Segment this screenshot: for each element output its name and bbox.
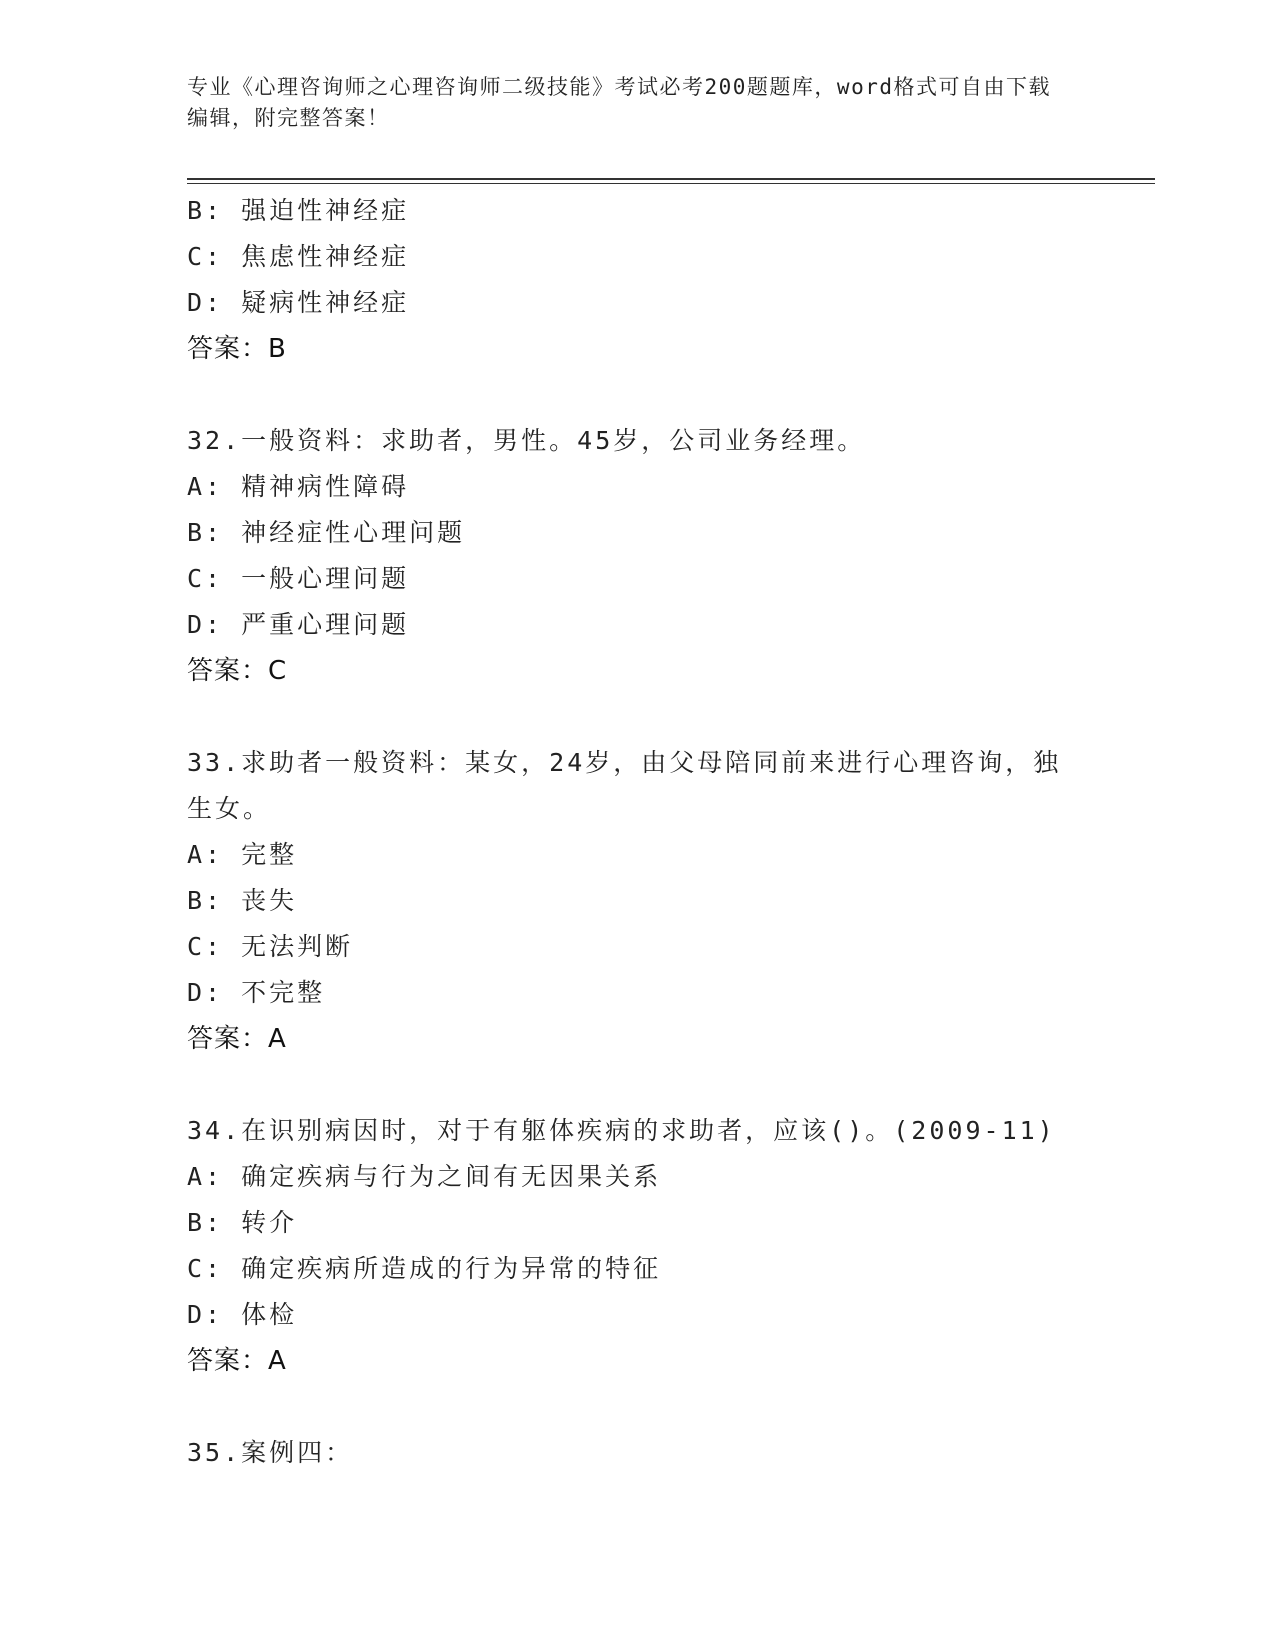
question-34	[187, 1108, 1087, 1384]
question-33	[187, 740, 1087, 1062]
option-d: D: 不完整	[187, 978, 326, 1007]
question-32	[187, 418, 1087, 694]
question-35	[187, 1430, 1087, 1476]
answer-label: 答案：A	[187, 1024, 287, 1054]
question-31-continued	[187, 188, 1087, 372]
option-d: D: 体检	[187, 1300, 298, 1329]
option-d: D: 疑病性神经症	[187, 288, 410, 317]
header-divider-thick	[187, 178, 1155, 180]
question-stem: 32.一般资料：求助者，男性。45岁，公司业务经理。	[187, 426, 866, 455]
answer-label: 答案：A	[187, 1346, 287, 1376]
option-c: C: 确定疾病所造成的行为异常的特征	[187, 1254, 662, 1283]
option-d: D: 严重心理问题	[187, 610, 410, 639]
answer-label: 答案：C	[187, 656, 288, 686]
document-header: 专业《心理咨询师之心理咨询师二级技能》考试必考200题题库，word格式可自由下载编辑，附完整答案！	[187, 75, 1051, 130]
option-c: C: 无法判断	[187, 932, 354, 961]
question-stem: 33.求助者一般资料：某女，24岁，由父母陪同前来进行心理咨询，独生女。	[187, 748, 1062, 823]
option-a: A: 确定疾病与行为之间有无因果关系	[187, 1162, 662, 1191]
option-b: B: 转介	[187, 1208, 298, 1237]
option-b: B: 强迫性神经症	[187, 196, 410, 225]
header-divider-thin	[187, 183, 1155, 184]
question-stem: 34.在识别病因时，对于有躯体疾病的求助者，应该()。(2009-11)	[187, 1116, 1056, 1145]
option-b: B: 丧失	[187, 886, 298, 915]
question-stem: 35.案例四：	[187, 1438, 354, 1467]
option-a: A: 完整	[187, 840, 298, 869]
option-c: C: 一般心理问题	[187, 564, 410, 593]
option-a: A: 精神病性障碍	[187, 472, 410, 501]
option-c: C: 焦虑性神经症	[187, 242, 410, 271]
option-b: B: 神经症性心理问题	[187, 518, 466, 547]
answer-label: 答案：B	[187, 334, 287, 364]
question-list	[187, 188, 1087, 1476]
